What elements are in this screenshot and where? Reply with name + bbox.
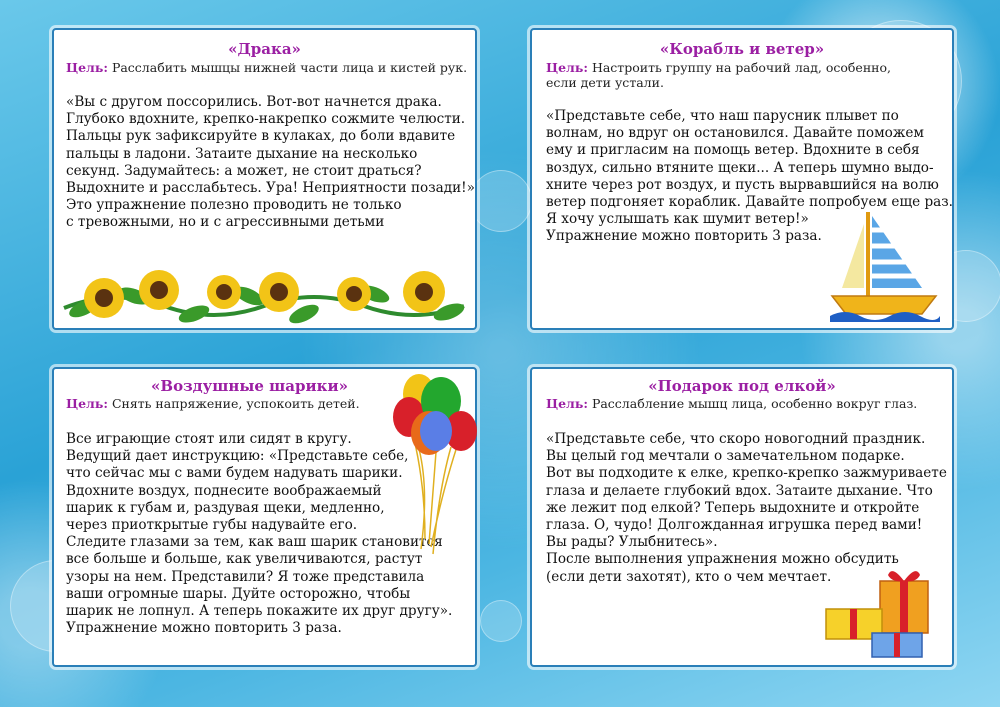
- card-korabl: [530, 28, 954, 330]
- background-bubble: [470, 170, 532, 232]
- balloons-icon: [389, 369, 479, 559]
- card-body: «Представьте себе, что наш парусник плывет по волнам, но вдруг он остановился. Давайте поможем ему и пригласим на помощь ветер. Вдохните в себя воздух, сильно втяните щеки... А теперь шумно выдо- хните через рот воздух, и пусть вырвавшийся на волю ветер подгоняет кораблик. Давайте попробуем еще раз. Я хочу услышать как шумит ветер!» Упражнение можно повторить 3 раза.: [546, 108, 953, 245]
- goal-label: Цель:: [66, 60, 108, 75]
- card-body: Все играющие стоят или сидят в кругу. Ведущий дает инструкцию: «Представьте себе, что сейчас мы с вами будем надувать шарики. Вдохните воздух, поднесите воображаемый шарик к губам и, раздувая щеки, медленно, через приоткрытые губы надувайте его. Следите глазами за тем, как ваш шарик становится все больше и больше, как увеличиваются, растут узоры на нем. Представили? Я тоже представила ваши огромные шары. Дуйте осторожно, чтобы шарик не лопнул. А теперь покажите их друг другу». Упражнение можно повторить 3 раза.: [66, 431, 453, 637]
- card-title: «Подарок под елкой»: [648, 377, 836, 395]
- card-shariki: [52, 367, 477, 667]
- goal-text: Снять напряжение, успокоить детей.: [111, 396, 360, 411]
- goal-label: Цель:: [66, 396, 108, 411]
- background-bubble: [480, 600, 522, 642]
- card-goal: [66, 60, 467, 75]
- goal-label: Цель:: [546, 396, 588, 411]
- goal-text: Расслабить мышцы нижней части лица и кистей рук.: [111, 60, 468, 75]
- card-title: «Драка»: [228, 40, 301, 58]
- sailboat-icon: [830, 210, 940, 325]
- card-draka: [52, 28, 477, 330]
- card-title: «Воздушные шарики»: [151, 377, 348, 395]
- card-goal: [546, 60, 891, 90]
- card-title: «Корабль и ветер»: [659, 40, 825, 58]
- card-body: «Представьте себе, что скоро новогодний праздник. Вы целый год мечтали о замечательном подарке. Вот вы подходите к елке, крепко-крепко зажмуриваете глаза и делаете глубокий вдох. Затаите дыхание. Что же лежит под елкой? Теперь выдохните и откройте глаза. О, чудо! Долгожданная игрушка перед вами! Вы рады? Улыбнитесь». После выполнения упражнения можно обсудить (если дети захотят), кто о чем мечтает.: [546, 431, 947, 585]
- card-podarok: [530, 367, 954, 667]
- goal-label: Цель:: [546, 60, 588, 75]
- goal-text: Расслабление мышц лица, особенно вокруг глаз.: [591, 396, 918, 411]
- sunflower-garland-icon: [54, 268, 474, 328]
- gift-boxes-icon: [822, 561, 932, 661]
- card-goal: [546, 396, 917, 411]
- goal-text: Настроить группу на рабочий лад, особенно, если дети устали.: [546, 60, 891, 90]
- card-goal: [66, 396, 360, 411]
- card-body: «Вы с другом поссорились. Вот-вот начнется драка. Глубоко вдохните, крепко-накрепко сожмите челюсти. Пальцы рук зафиксируйте в кулаках, до боли вдавите пальцы в ладони. Затаите дыхание на несколько секунд. Задумайтесь: а может, не стоит драться? Выдохните и расслабьтесь. Ура! Неприятности позади!» Это упражнение полезно проводить не только с тревожными, но и с агрессивными детьми: [66, 94, 475, 231]
